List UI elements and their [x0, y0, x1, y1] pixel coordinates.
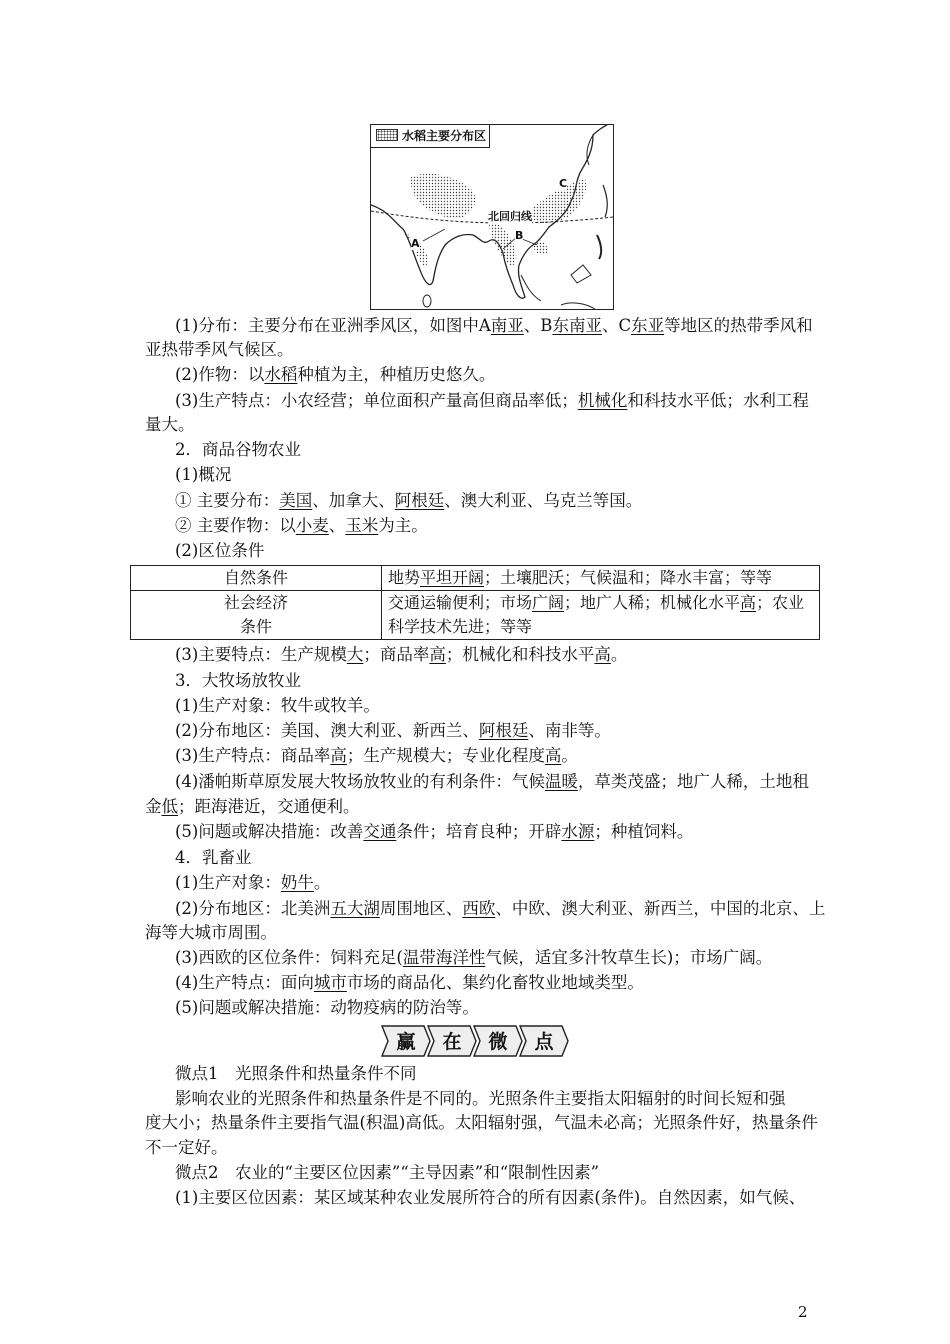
dotted-swatch-icon	[376, 129, 398, 141]
rice-crop-line: (2)作物：以水稻种植为主，种植历史悠久。	[175, 365, 496, 384]
map-legend	[371, 125, 490, 148]
table-key-socioeconomic: 社会经济 条件	[131, 591, 382, 640]
micro1-paragraph-line2: 度大小；热量条件主要指气温(积温)高低。太阳辐射强，气温未必高；光照条件好，热量条件	[145, 1113, 818, 1132]
grain-overview: (1)概况	[175, 465, 232, 484]
leader-a	[423, 229, 445, 241]
location-conditions-table	[130, 565, 820, 640]
banner-char: 微	[488, 1031, 508, 1053]
tropic-label: 北回归线	[488, 210, 532, 223]
rice-feature-line2: 量大。	[145, 415, 195, 434]
rice-region-southeast-asia	[489, 221, 516, 265]
dairy-conditions-line: (3)西欧的区位条件：饲料充足(温带海洋性气候，适宜多汁牧草生长)；市场广阔。	[175, 948, 773, 967]
dairy-heading: 4．乳畜业	[175, 848, 252, 867]
table-value-natural: 地势平坦开阔；土壤肥沃；气候温和；降水丰富；等等	[382, 566, 820, 591]
banner-char: 赢	[396, 1031, 416, 1053]
borneo-coast	[561, 303, 595, 309]
island-arc	[597, 235, 601, 259]
ranch-object: (1)生产对象：牧牛或牧羊。	[175, 696, 380, 715]
banner-char: 点	[534, 1031, 554, 1053]
dairy-solution-line: (5)问题或解决措施：动物疫病的防治等。	[175, 998, 479, 1017]
grain-conditions-heading: (2)区位条件	[175, 541, 265, 560]
dairy-distribution-line2: 海等大城市周围。	[145, 923, 277, 942]
banner-char: 在	[442, 1031, 462, 1053]
map-label-a: A	[411, 237, 420, 250]
table-row	[131, 591, 820, 640]
micro2-paragraph: (1)主要区位因素：某区域某种农业发展所符合的所有因素(条件)。自然因素，如气候、	[175, 1188, 806, 1207]
table-row	[131, 566, 820, 591]
ranch-feature-line: (3)生产特点：商品率高；生产规模大；专业化程度高。	[175, 746, 578, 765]
ranch-solution-line: (5)问题或解决措施：改善交通条件；培育良种；开辟水源；种植饲料。	[175, 822, 694, 841]
micro2-title: 微点2 农业的“主要区位因素”“主导因素”和“限制性因素”	[175, 1163, 600, 1182]
pampa-line2: 金低；距海港近，交通便利。	[145, 797, 360, 816]
taiwan-japan-islands	[603, 185, 607, 217]
section-banner	[380, 1024, 570, 1058]
grain-crop-line: ② 主要作物：以小麦、玉米为主。	[175, 516, 428, 535]
table-key-natural: 自然条件	[131, 566, 382, 591]
grain-heading: 2．商品谷物农业	[175, 440, 301, 459]
rice-feature-line: (3)生产特点：小农经营；单位面积产量高但商品率低；机械化和科技水平低；水利工程	[175, 391, 809, 410]
ranch-heading: 3．大牧场放牧业	[175, 671, 301, 690]
grain-distribution-line: ① 主要分布：美国、加拿大、阿根廷、澳大利亚、乌克兰等国。	[175, 491, 643, 510]
legend-text: 水稻主要分布区	[402, 129, 487, 143]
sri-lanka	[423, 295, 431, 307]
pampa-line: (4)潘帕斯草原发展大牧场放牧业的有利条件：气候温暖，草类茂盛；地广人稀，土地租	[175, 772, 809, 791]
rice-distribution-line2: 亚热带季风气候区。	[145, 340, 294, 359]
grain-feature-line: (3)主要特点：生产规模大；商品率高；机械化和科技水平高。	[175, 645, 628, 664]
philippines	[571, 265, 591, 283]
micro1-title: 微点1 光照条件和热量条件不同	[175, 1064, 417, 1083]
micro1-paragraph-line3: 不一定好。	[145, 1138, 228, 1157]
dairy-distribution-line: (2)分布地区：北美洲五大湖周围地区、西欧、中欧、澳大利亚、新西兰，中国的北京、上	[175, 899, 826, 918]
rice-region-indochina	[533, 241, 547, 255]
ranch-distribution-line: (2)分布地区：美国、澳大利亚、新西兰、阿根廷、南非等。	[175, 721, 611, 740]
coastline-korea	[587, 135, 593, 165]
page-number: 2	[798, 1303, 808, 1321]
rice-region-south-asia-north	[411, 174, 475, 219]
rice-distribution-map	[370, 124, 614, 310]
table-value-socioeconomic: 交通运输便利；市场广阔；地广人稀；机械化水平高；农业 科学技术先进；等等	[382, 591, 820, 640]
map-label-c: C	[559, 177, 568, 190]
dairy-feature-line: (4)生产特点：面向城市市场的商品化、集约化畜牧业地域类型。	[175, 973, 644, 992]
map-label-b: B	[515, 229, 524, 242]
micro1-paragraph: 影响农业的光照条件和热量条件是不同的。光照条件主要指太阳辐射的时间长短和强	[175, 1089, 786, 1108]
dairy-object-line: (1)生产对象：奶牛。	[175, 873, 331, 892]
rice-distribution-line: (1)分布：主要分布在亚洲季风区，如图中A南亚、B东南亚、C东亚等地区的热带季风和	[175, 316, 813, 335]
